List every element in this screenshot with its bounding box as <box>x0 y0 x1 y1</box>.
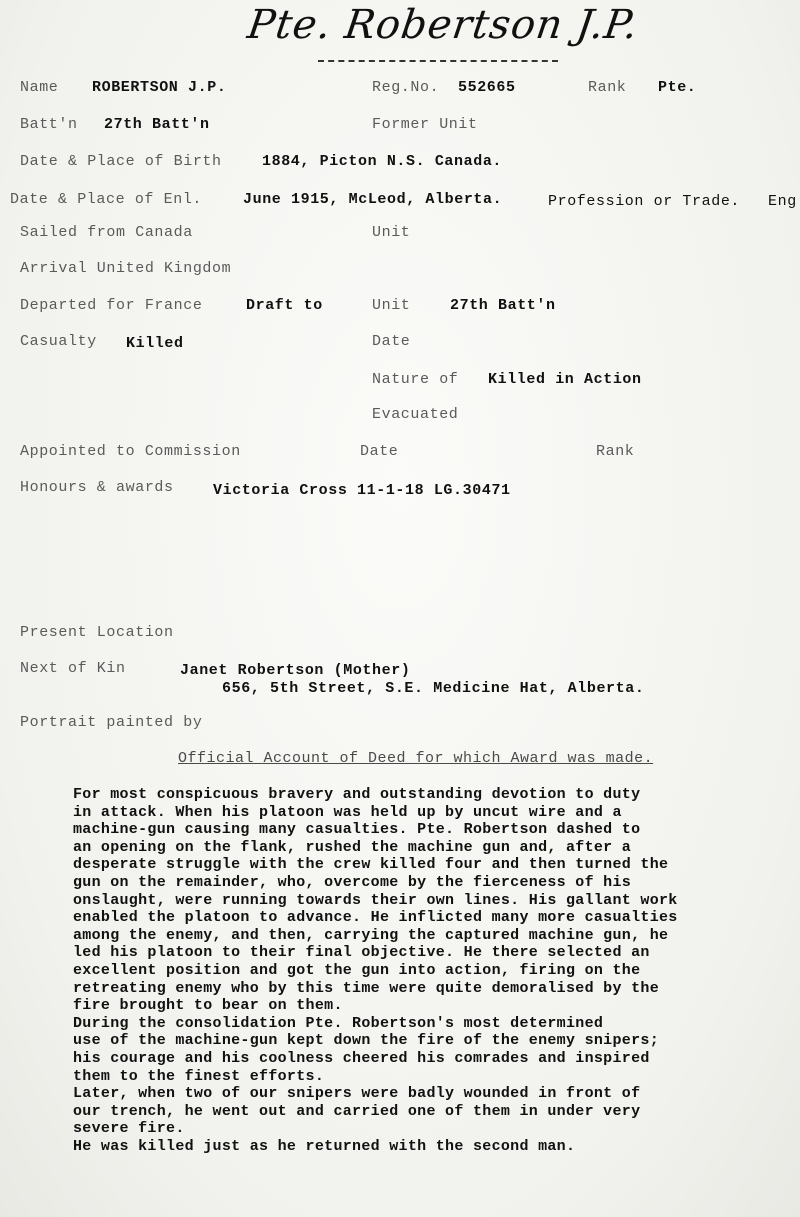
nature-value: Killed in Action <box>488 371 642 388</box>
signature-underline <box>318 60 558 62</box>
account-line: For most conspicuous bravery and outstanding devotion to duty <box>73 786 641 803</box>
account-line: desperate struggle with the crew killed four and then turned the <box>73 856 669 874</box>
unit-value: 27th Batt'n <box>450 297 556 314</box>
arrival-label: Arrival United Kingdom <box>20 260 232 277</box>
account-line: in attack. When his platoon was held up by uncut wire and a <box>73 803 622 821</box>
account-line: our trench, he went out and carried one of them in under very <box>73 1102 641 1120</box>
former-unit-label: Former Unit <box>372 116 478 133</box>
birth-label: Date & Place of Birth <box>20 153 222 170</box>
account-line: machine-gun causing many casualties. Pte. Robertson dashed to <box>73 821 641 839</box>
account-line: excellent position and got the gun into action, firing on the <box>73 961 641 979</box>
unit-label: Unit <box>372 297 411 314</box>
regno-label: Reg.No. <box>372 79 440 96</box>
account-line: During the consolidation Pte. Robertson's most determined <box>73 1014 604 1032</box>
battalion-value: 27th Batt'n <box>104 116 210 133</box>
sailed-label: Sailed from Canada <box>20 224 193 241</box>
departed-label: Departed for France <box>20 297 203 314</box>
location-label: Present Location <box>20 624 174 641</box>
account-line: fire brought to bear on them. <box>73 997 343 1015</box>
portrait-label: Portrait painted by <box>20 714 203 731</box>
casualty-value: Killed <box>126 335 184 352</box>
account-line: an opening on the flank, rushed the machine gun and, after a <box>73 838 632 856</box>
commission-rank-label: Rank <box>596 443 635 460</box>
account-line: retreating enemy who by this time were quite demoralised by the <box>73 979 659 997</box>
casualty-label: Casualty <box>20 333 97 350</box>
account-body <box>73 786 793 1155</box>
kin-address: 656, 5th Street, S.E. Medicine Hat, Alberta. <box>222 680 645 697</box>
account-line: enabled the platoon to advance. He inflicted many more casualties <box>73 909 678 927</box>
honours-value: Victoria Cross 11-1-18 LG.30471 <box>213 482 511 499</box>
birth-value: 1884, Picton N.S. Canada. <box>262 153 503 170</box>
account-line: use of the machine-gun kept down the fire of the enemy snipers; <box>73 1032 659 1050</box>
regno-value: 552665 <box>458 79 516 96</box>
account-line: among the enemy, and then, carrying the captured machine gun, he <box>73 926 669 944</box>
account-line: Later, when two of our snipers were badly wounded in front of <box>73 1085 641 1103</box>
handwritten-signature: Pte. Robertson J.P. <box>244 2 642 48</box>
account-line: led his platoon to their final objective. He there selected an <box>73 944 650 962</box>
account-line: He was killed just as he returned with the second man. <box>73 1137 576 1155</box>
account-heading: Official Account of Deed for which Award was made. <box>178 750 654 767</box>
account-line: his courage and his coolness cheered his comrades and inspired <box>73 1049 650 1067</box>
commission-label: Appointed to Commission <box>20 443 241 460</box>
account-line: severe fire. <box>73 1120 185 1138</box>
date-label: Date <box>372 333 411 350</box>
evacuated-label: Evacuated <box>372 406 459 423</box>
rank-value: Pte. <box>658 79 697 96</box>
profession-label: Profession or Trade. <box>548 193 741 210</box>
rank-label: Rank <box>588 79 627 96</box>
kin-label: Next of Kin <box>20 660 126 677</box>
enlistment-label: Date & Place of Enl. <box>10 191 203 208</box>
name-value: ROBERTSON J.P. <box>92 79 227 96</box>
battalion-label: Batt'n <box>20 116 78 133</box>
account-line: onslaught, were running towards their own lines. His gallant work <box>73 891 678 909</box>
account-line: them to the finest efforts. <box>73 1067 325 1085</box>
kin-name: Janet Robertson (Mother) <box>180 662 411 679</box>
commission-date-label: Date <box>360 443 399 460</box>
account-line: gun on the remainder, who, overcome by the fierceness of his <box>73 873 632 891</box>
profession-value: Eng <box>768 193 797 210</box>
nature-label: Nature of <box>372 371 459 388</box>
sailed-unit-label: Unit <box>372 224 411 241</box>
honours-label: Honours & awards <box>20 479 174 496</box>
name-label: Name <box>20 79 59 96</box>
enlistment-value: June 1915, McLeod, Alberta. <box>243 191 503 208</box>
departed-value: Draft to <box>246 297 323 314</box>
